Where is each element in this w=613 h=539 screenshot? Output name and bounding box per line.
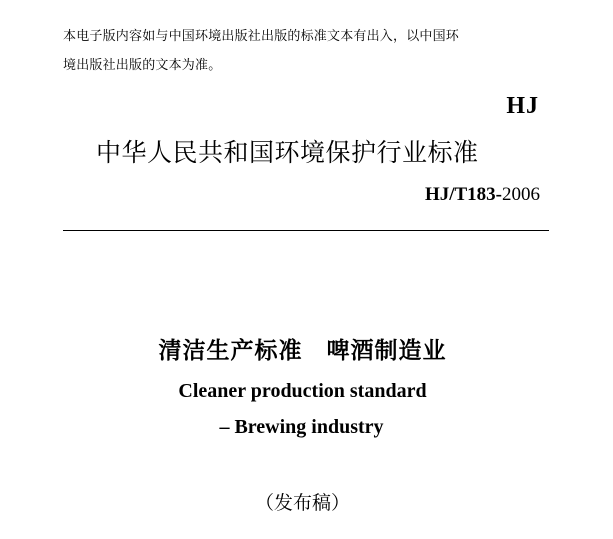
edition-notice-line-1: 本电子版内容如与中国环境出版社出版的标准文本有出入，以中国环	[63, 29, 460, 44]
standard-number-year: 2006	[502, 184, 540, 205]
standard-title-english-line-2-text: – Brewing industry	[219, 416, 384, 438]
standard-number-code: HJ/T183-	[424, 184, 502, 205]
standard-title-chinese-text: 清洁生产标准 啤酒制造业	[158, 338, 447, 364]
hj-logo: HJ	[506, 93, 539, 119]
edition-notice-line-2: 境出版社出版的文本为准。	[63, 58, 222, 73]
standard-title-chinese	[0, 332, 613, 365]
standard-number	[425, 184, 540, 206]
release-status	[0, 488, 613, 515]
standard-title-english-line-1	[0, 380, 613, 403]
standard-category-title: 中华人民共和国环境保护行业标准	[96, 138, 479, 167]
header-divider	[63, 230, 549, 231]
standard-title-english-line-2	[0, 416, 613, 439]
standard-title-english-line-1-text: Cleaner production standard	[178, 380, 427, 402]
release-status-text: （发布稿）	[254, 492, 350, 514]
edition-notice	[63, 22, 553, 80]
